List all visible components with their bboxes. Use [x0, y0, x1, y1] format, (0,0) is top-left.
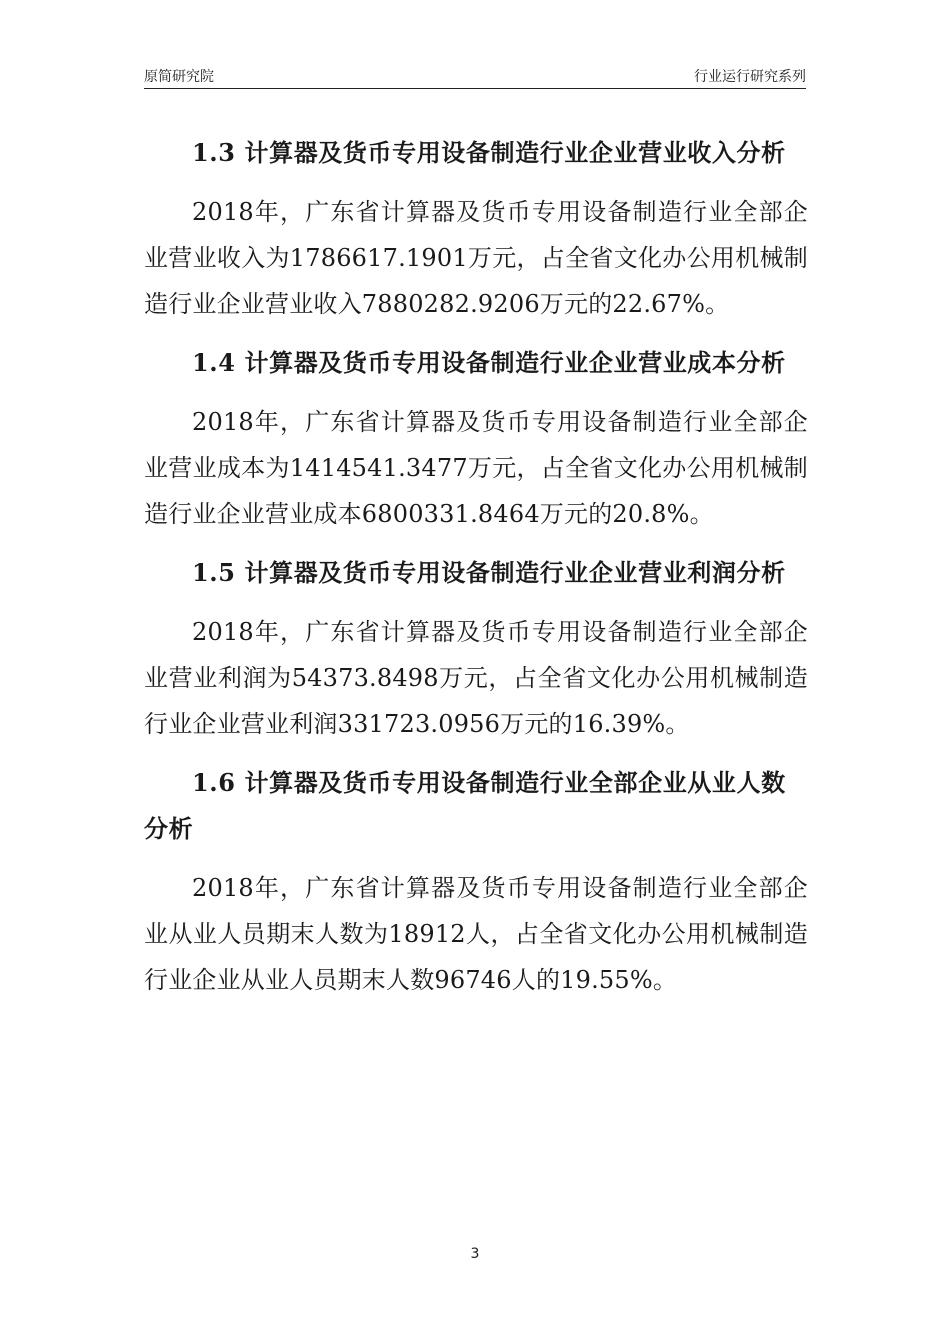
section-title: 1.6 计算器及货币专用设备制造行业全部企业从业人数分析: [144, 768, 786, 843]
header-series: 行业运行研究系列: [694, 69, 806, 85]
section-paragraph: 2018年，广东省计算器及货币专用设备制造行业全部企业从业人员期末人数为18912人，占全省文化办公用机械制造行业企业从业人员期末人数96746人的19.55%。: [144, 874, 808, 994]
section-1-3: [144, 130, 808, 327]
section-1-4: [144, 340, 808, 537]
document-body: [144, 130, 808, 1016]
section-1-6: [144, 760, 808, 1003]
header-organization: 原简研究院: [144, 69, 214, 85]
section-title: 1.4 计算器及货币专用设备制造行业企业营业成本分析: [192, 348, 786, 377]
section-title: 1.5 计算器及货币专用设备制造行业企业营业利润分析: [192, 558, 786, 587]
section-paragraph: 2018年，广东省计算器及货币专用设备制造行业全部企业营业收入为1786617.1901万元，占全省文化办公用机械制造行业企业营业收入7880282.9206万元的22.67%。: [144, 198, 808, 318]
section-title: 1.3 计算器及货币专用设备制造行业企业营业收入分析: [192, 138, 786, 167]
section-paragraph: 2018年，广东省计算器及货币专用设备制造行业全部企业营业成本为1414541.3477万元，占全省文化办公用机械制造行业企业营业成本6800331.8464万元的20.8%。: [144, 408, 808, 528]
section-paragraph: 2018年，广东省计算器及货币专用设备制造行业全部企业营业利润为54373.8498万元，占全省文化办公用机械制造行业企业营业利润331723.0956万元的16.39%。: [144, 618, 808, 738]
page-header: [144, 66, 806, 89]
page-number: 3: [470, 1246, 480, 1262]
section-1-5: [144, 550, 808, 747]
